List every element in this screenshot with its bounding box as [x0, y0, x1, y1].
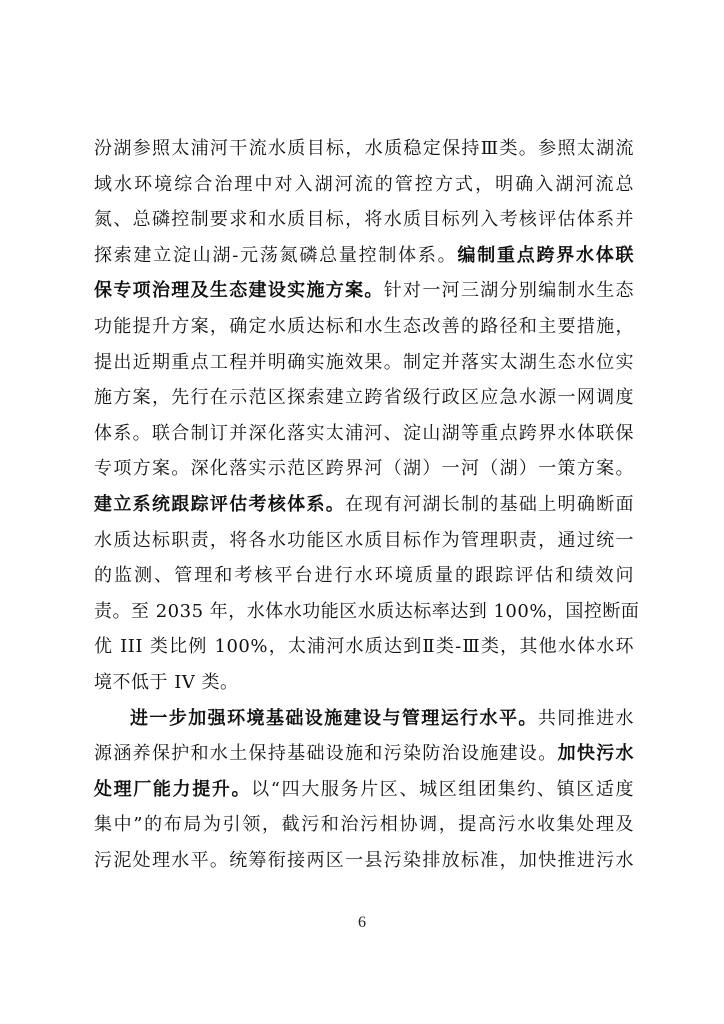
text-line	[94, 416, 634, 452]
text-line	[94, 202, 634, 238]
body-text-span: 污泥处理水平。统筹衔接两区一县污染排放标准，加快推进污水	[94, 849, 634, 871]
text-line	[94, 380, 634, 416]
body-text-span: 以“四大服务片区、城区组团集约、镇区适度	[251, 778, 634, 800]
text-line	[94, 487, 634, 523]
text-line	[94, 238, 634, 274]
body-text-span: 汾湖参照太浦河干流水质目标，水质稳定保持Ⅲ类。参照太湖流	[94, 138, 634, 159]
body-text-span: 在现有河湖长制的基础上明确断面	[345, 493, 634, 515]
text-line	[94, 131, 634, 167]
text-line	[94, 807, 634, 843]
body-text-span: 集中”的布局为引领，截污和治污相协调，提高污水收集处理及	[94, 814, 634, 836]
body-text-span: 责。至 2035 年，水体水功能区水质达标率达到 100%，国控断面	[94, 600, 640, 622]
text-line	[94, 273, 634, 309]
body-text-span: 功能提升方案，确定水质达标和水生态改善的路径和主要措施，	[94, 315, 634, 337]
body-text-span: 探索建立淀山湖-元荡氮磷总量控制体系。	[94, 244, 458, 266]
text-line	[94, 594, 640, 630]
text-line	[94, 451, 634, 487]
body-text-span: 源涵养保护和水土保持基础设施和污染防治设施建设。	[94, 743, 558, 765]
text-line	[94, 309, 634, 345]
body-text	[94, 131, 640, 878]
bold-heading-text: 编制重点跨界水体联	[457, 244, 634, 266]
body-text-span: 施方案，先行在示范区探索建立跨省级行政区应急水源一网调度	[94, 387, 634, 409]
bold-heading-text: 保专项治理及生态建设实施方案。	[94, 280, 384, 302]
body-text-span: 水质达标职责，将各水功能区水质目标作为管理职责，通过统一	[94, 529, 634, 551]
body-text-span: 专项方案。深化落实示范区跨界河（湖）一河（湖）一策方案。	[94, 458, 634, 480]
text-line	[94, 629, 634, 665]
body-text-span: 共同推进水	[537, 707, 635, 729]
text-line	[94, 665, 634, 701]
text-line	[94, 167, 634, 203]
text-line	[94, 523, 634, 559]
bold-heading-text: 处理厂能力提升。	[94, 778, 252, 800]
text-line	[94, 772, 634, 808]
text-line	[94, 558, 634, 594]
text-line	[94, 345, 634, 381]
body-text-span: 域水环境综合治理中对入湖河流的管控方式，明确入湖河流总	[94, 173, 634, 195]
body-text-span: 氮、总磷控制要求和水质目标，将水质目标列入考核评估体系并	[94, 209, 634, 231]
bold-heading-text: 加快污水	[557, 743, 635, 765]
body-text-span: 体系。联合制订并深化落实太浦河、淀山湖等重点跨界水体联保	[94, 422, 634, 444]
bold-heading-text: 建立系统跟踪评估考核体系。	[94, 493, 346, 515]
body-text-span: 的监测、管理和考核平台进行水环境质量的跟踪评估和绩效问	[94, 565, 634, 587]
text-line	[94, 701, 634, 737]
page-number: 6	[358, 914, 366, 931]
body-text-span: 针对一河三湖分别编制水生态	[383, 280, 635, 302]
body-text-span: 优 III 类比例 100%，太浦河水质达到Ⅱ类-Ⅲ类，其他水体水环	[94, 636, 634, 658]
body-text-span: 提出近期重点工程并明确实施效果。制定并落实太湖生态水位实	[94, 351, 634, 373]
body-text-span: 境不低于 IV 类。	[94, 671, 239, 693]
text-line	[94, 736, 634, 772]
bold-heading-text: 进一步加强环境基础设施建设与管理运行水平。	[130, 707, 538, 729]
text-line	[94, 843, 634, 879]
